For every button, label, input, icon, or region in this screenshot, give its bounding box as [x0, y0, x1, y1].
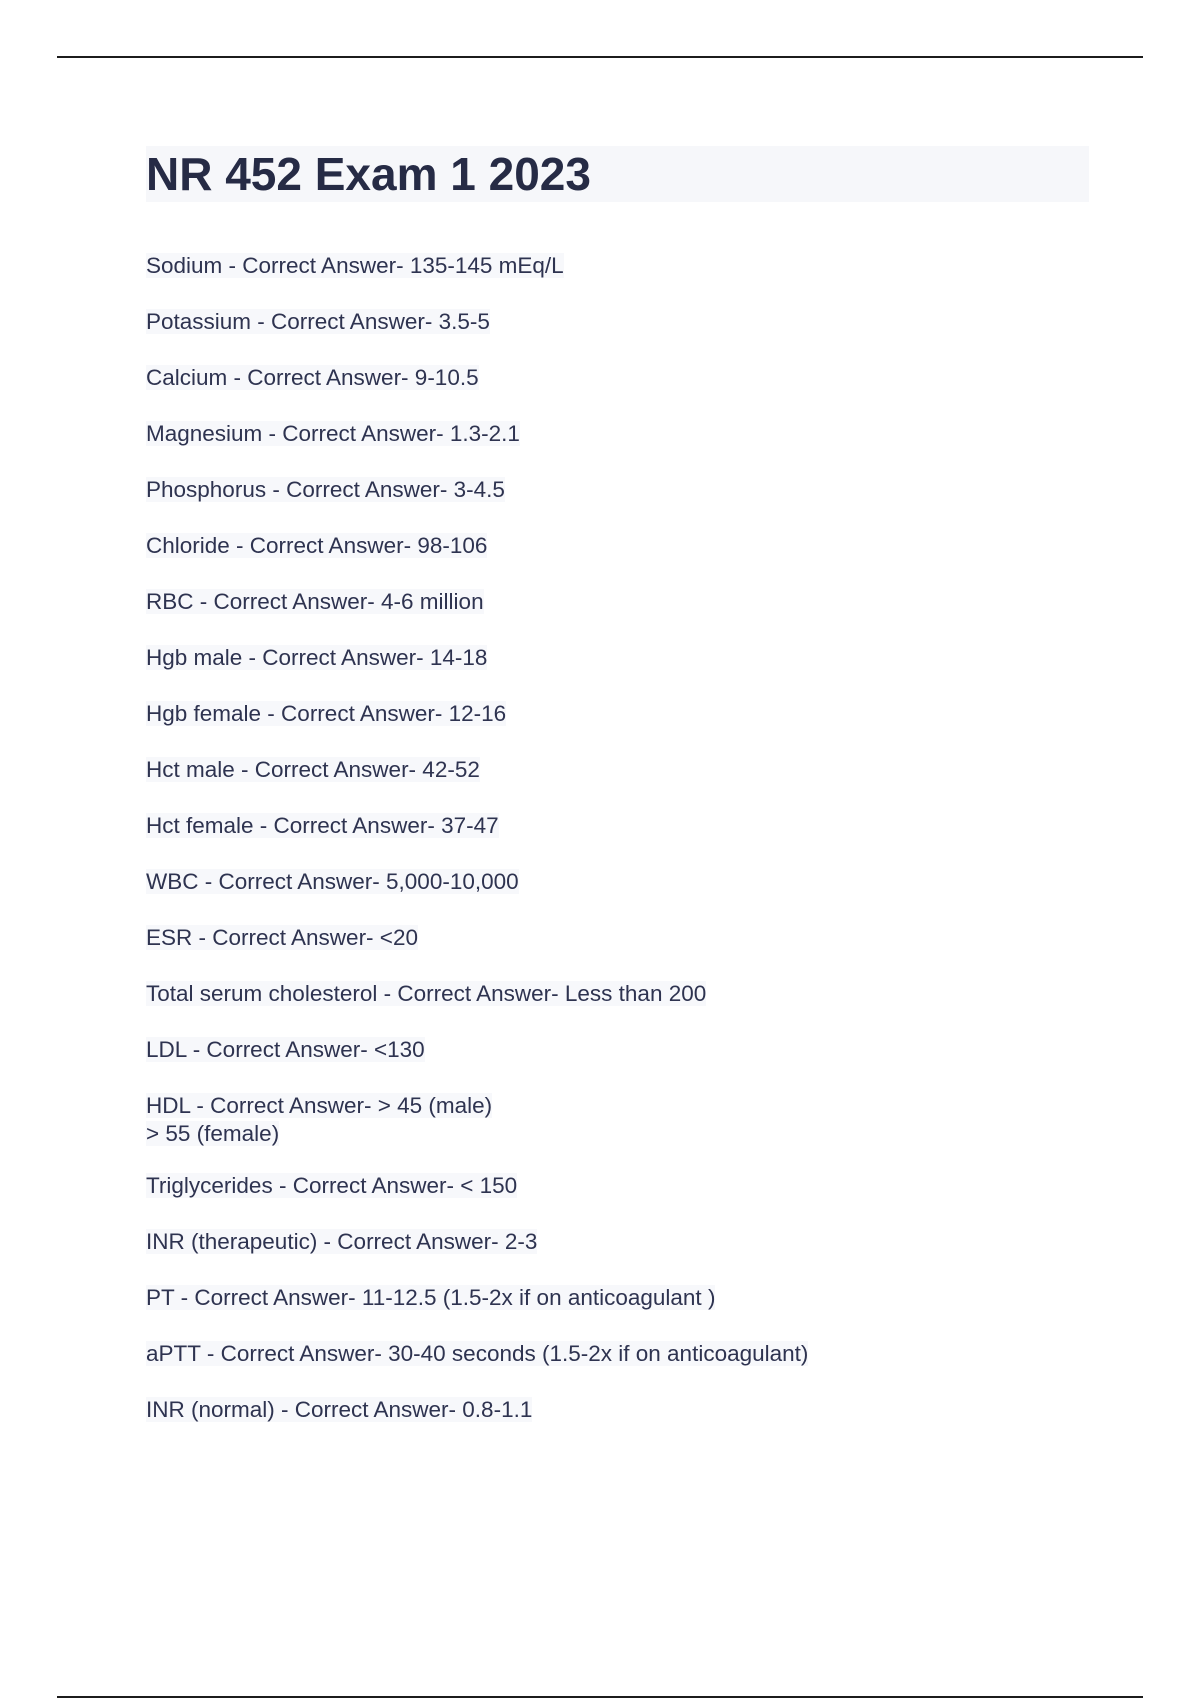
qa-item-text: ESR - Correct Answer- <20	[146, 925, 418, 950]
page-title: NR 452 Exam 1 2023	[146, 148, 591, 200]
qa-item-text: Magnesium - Correct Answer- 1.3-2.1	[146, 421, 520, 446]
bottom-rule	[57, 1696, 1143, 1698]
qa-item	[146, 980, 1046, 1008]
qa-item	[146, 1092, 1046, 1148]
qa-item	[146, 1036, 1046, 1064]
qa-item-text: Hgb male - Correct Answer- 14-18	[146, 645, 488, 670]
qa-item-text: Chloride - Correct Answer- 98-106	[146, 533, 488, 558]
qa-item	[146, 868, 1046, 896]
top-rule	[57, 56, 1143, 58]
qa-item	[146, 588, 1046, 616]
qa-item-text: Calcium - Correct Answer- 9-10.5	[146, 365, 479, 390]
qa-item	[146, 1396, 1046, 1424]
qa-item-text: Phosphorus - Correct Answer- 3-4.5	[146, 477, 505, 502]
qa-item	[146, 476, 1046, 504]
qa-item-text: WBC - Correct Answer- 5,000-10,000	[146, 869, 519, 894]
qa-item-text: Hct female - Correct Answer- 37-47	[146, 813, 499, 838]
qa-item-text: aPTT - Correct Answer- 30-40 seconds (1.5-2x if on anticoagulant)	[146, 1341, 809, 1366]
qa-item	[146, 812, 1046, 840]
qa-item-text: INR (therapeutic) - Correct Answer- 2-3	[146, 1229, 538, 1254]
qa-item	[146, 1228, 1046, 1256]
qa-item-text: LDL - Correct Answer- <130	[146, 1037, 425, 1062]
qa-item	[146, 756, 1046, 784]
qa-item-text: Hgb female - Correct Answer- 12-16	[146, 701, 507, 726]
qa-item	[146, 924, 1046, 952]
qa-item-text: HDL - Correct Answer- > 45 (male) > 55 (female)	[146, 1093, 493, 1146]
qa-item	[146, 1172, 1046, 1200]
qa-item-text: Total serum cholesterol - Correct Answer- Less than 200	[146, 981, 707, 1006]
qa-item-text: PT - Correct Answer- 11-12.5 (1.5-2x if on anticoagulant )	[146, 1285, 716, 1310]
qa-item-text: RBC - Correct Answer- 4-6 million	[146, 589, 484, 614]
qa-item	[146, 252, 1046, 280]
qa-item	[146, 1340, 1046, 1368]
qa-item-text: Hct male - Correct Answer- 42-52	[146, 757, 480, 782]
qa-item-text: Potassium - Correct Answer- 3.5-5	[146, 309, 490, 334]
qa-list	[146, 252, 1046, 1452]
qa-item-text: Sodium - Correct Answer- 135-145 mEq/L	[146, 253, 564, 278]
qa-item	[146, 1284, 1046, 1312]
qa-item	[146, 532, 1046, 560]
qa-item	[146, 644, 1046, 672]
qa-item	[146, 420, 1046, 448]
qa-item	[146, 308, 1046, 336]
qa-item-text: Triglycerides - Correct Answer- < 150	[146, 1173, 518, 1198]
qa-item	[146, 700, 1046, 728]
qa-item-text: INR (normal) - Correct Answer- 0.8-1.1	[146, 1397, 533, 1422]
qa-item	[146, 364, 1046, 392]
